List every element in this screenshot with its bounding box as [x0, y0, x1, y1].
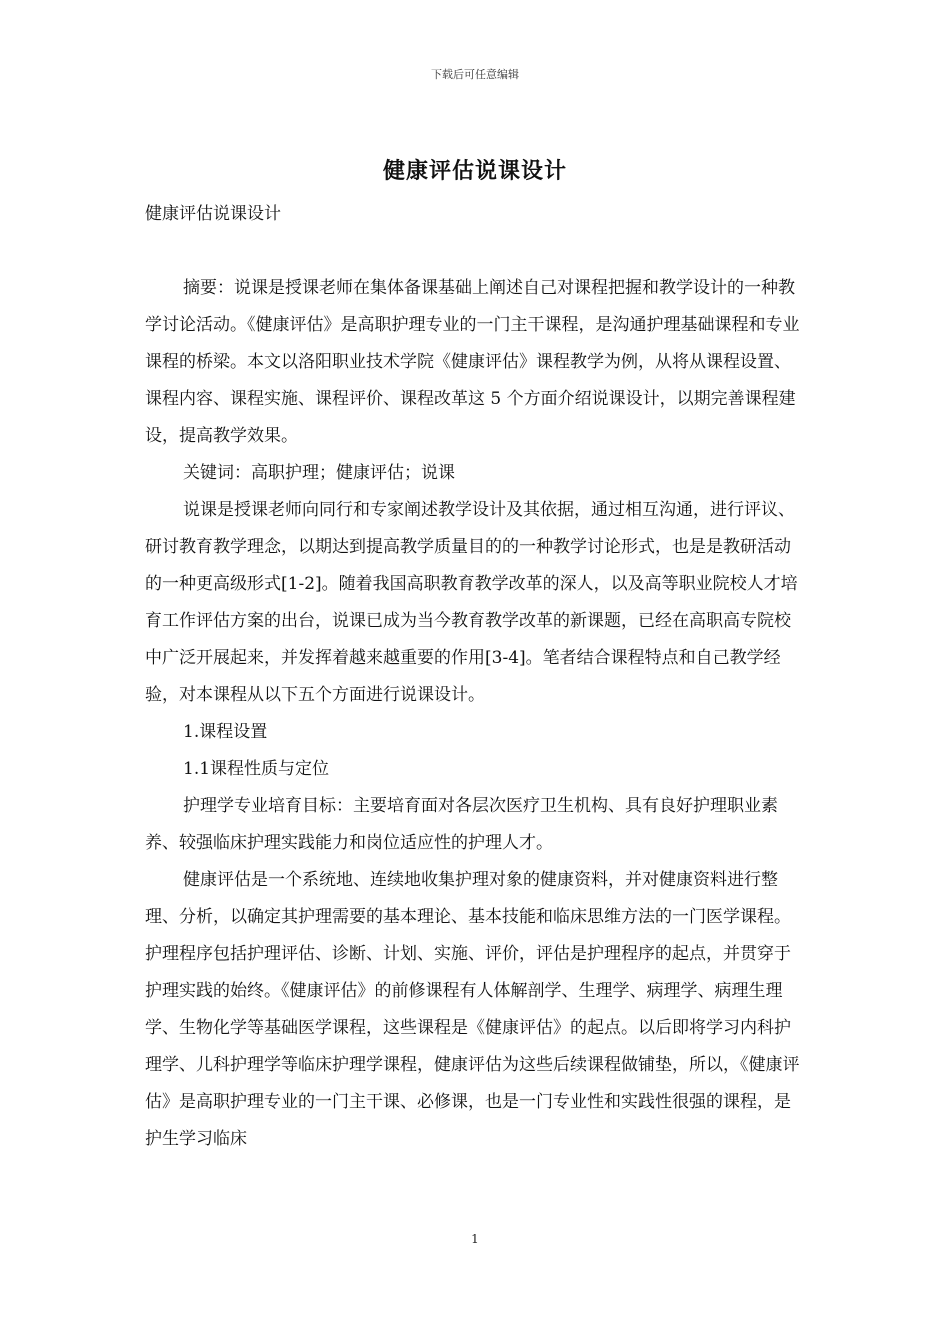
- body-paragraph: 护理学专业培育目标：主要培育面对各层次医疗卫生机构、具有良好护理职业素养、较强临床护理实践能力和岗位适应性的护理人才。: [145, 796, 778, 853]
- page-number: 1: [471, 1232, 479, 1246]
- page-header: 下载后可任意编辑: [431, 68, 519, 81]
- keywords-line: 关键词：高职护理；健康评估；说课: [183, 463, 455, 483]
- document-title: 健康评估说课设计: [382, 158, 567, 184]
- document-body: [145, 196, 807, 1158]
- intro-paragraph: 说课是授课老师向同行和专家阐述教学设计及其依据，通过相互沟通，进行评议、研讨教育教学理念，以期达到提高教学质量目的的一种教学讨论形式，也是是教研活动的一种更高级形式[1-2]。随着我国高职教育教学改革的深人，以及高等职业院校人才培育工作评估方案的出台，说课已成为当今教育教学改革的新课题，已经在高职高专院校中广泛开展起来，并发挥着越来越重要的作用[3-4]。笔者结合课程特点和自己教学经验，对本课程从以下五个方面进行说课设计。: [145, 500, 798, 705]
- section-heading: 1.课程设置: [183, 722, 268, 742]
- subsection-heading: 1.1课程性质与定位: [183, 759, 330, 779]
- abstract-paragraph: 摘要：说课是授课老师在集体备课基础上阐述自己对课程把握和教学设计的一种教学讨论活动。《健康评估》是高职护理专业的一门主干课程，是沟通护理基础课程和专业课程的桥梁。本文以洛阳职业技术学院《健康评估》课程教学为例，从将从课程设置、课程内容、课程实施、课程评价、课程改革这 5 个方面介绍说课设计，以期完善课程建设，提高教学效果。: [145, 278, 800, 446]
- body-paragraph: 健康评估是一个系统地、连续地收集护理对象的健康资料，并对健康资料进行整理、分析，以确定其护理需要的基本理论、基本技能和临床思维方法的一门医学课程。护理程序包括护理评估、诊断、计划、实施、评价，评估是护理程序的起点，并贯穿于护理实践的始终。《健康评估》的前修课程有人体解剖学、生理学、病理学、病理生理学、生物化学等基础医学课程，这些课程是《健康评估》的起点。以后即将学习内科护理学、儿科护理学等临床护理学课程，健康评估为这些后续课程做铺垫，所以，《健康评估》是高职护理专业的一门主干课、必修课，也是一门专业性和实践性很强的课程，是护生学习临床: [145, 870, 800, 1149]
- document-subtitle: 健康评估说课设计: [145, 204, 281, 224]
